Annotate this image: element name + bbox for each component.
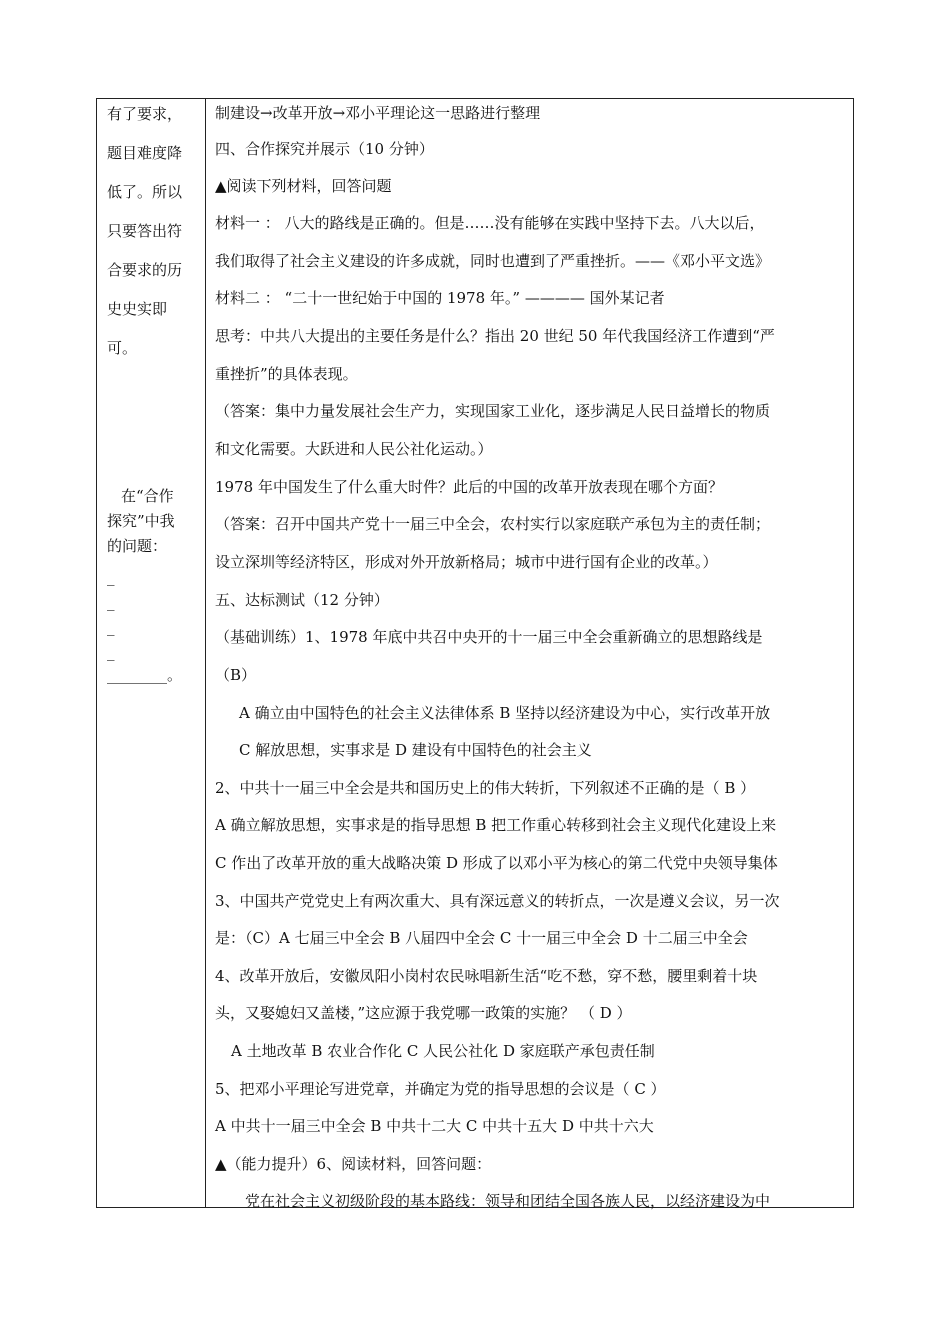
option-line: C 作出了改革开放的重大战略决策 D 形成了以邓小平为核心的第二代党中央领导集体: [215, 854, 778, 872]
note-line: 合要求的历: [107, 261, 183, 279]
lesson-table: [96, 98, 854, 1208]
option-line: A 确立解放思想，实事求是的指导思想 B 把工作重心转移到社会主义现代化建设上来: [215, 816, 777, 834]
note-line: 在“合作: [121, 487, 174, 505]
content-line: （答案：集中力量发展社会生产力，实现国家工业化，逐步满足人民日益增长的物质: [215, 402, 771, 420]
note-line: ________。: [107, 666, 183, 684]
option-line: A 土地改革 B 农业合作化 C 人民公社化 D 家庭联产承包责任制: [231, 1042, 655, 1060]
note-line: 低了。所以: [107, 183, 183, 201]
option-line: A 确立由中国特色的社会主义法律体系 B 坚持以经济建设为中心，实行改革开放: [239, 704, 771, 722]
content-line: 重挫折”的具体表现。: [215, 365, 358, 383]
option-line: A 中共十一届三中全会 B 中共十二大 C 中共十五大 D 中共十六大: [215, 1117, 654, 1135]
note-line: 的问题：: [107, 537, 168, 555]
content-line: 材料二 ： “二十一世纪始于中国的 1978 年。” ———— 国外某记者: [215, 289, 665, 307]
note-line: _: [107, 568, 115, 586]
question-line: 是：（C）A 七届三中全会 B 八届四中全会 C 十一届三中全会 D 十二届三中全会: [215, 929, 748, 947]
note-line: 可。: [107, 339, 138, 357]
content-line: 制建设→改革开放→邓小平理论这一思路进行整理: [215, 104, 541, 122]
content-line: 1978 年中国发生了什么重大时件？此后的中国的改革开放表现在哪个方面？: [215, 478, 723, 496]
content-line: （基础训练）1、1978 年底中共召中央开的十一届三中全会重新确立的思想路线是: [215, 628, 763, 646]
content-line: （答案：召开中国共产党十一届三中全会，农村实行以家庭联产承包为主的责任制；: [215, 515, 771, 533]
note-line: _: [107, 593, 115, 611]
content-line: 设立深圳等经济特区，形成对外开放新格局；城市中进行国有企业的改革。）: [215, 553, 718, 571]
question-line: 2、中共十一届三中全会是共和国历史上的伟大转折，下列叙述不正确的是（ B ）: [215, 779, 756, 797]
content-line: 思考：中共八大提出的主要任务是什么？指出 20 世纪 50 年代我国经济工作遭到“严: [215, 327, 775, 345]
option-line: C 解放思想，实事求是 D 建设有中国特色的社会主义: [239, 741, 592, 759]
question-line: 头，又娶媳妇又盖楼，”这应源于我党哪一政策的实施？ （ D ）: [215, 1004, 632, 1022]
question-line: 3、中国共产党党史上有两次重大、具有深远意义的转折点，一次是遵义会议，另一次: [215, 892, 780, 910]
note-line: 有了要求，: [107, 105, 183, 123]
note-line: 题目难度降: [107, 144, 183, 162]
section-heading: 四、合作探究并展示（10 分钟）: [215, 140, 434, 158]
content-line: 材料一 ： 八大的路线是正确的。但是……没有能够在实践中坚持下去。八大以后，: [215, 214, 765, 232]
note-line: _: [107, 643, 115, 661]
column-divider: [205, 99, 206, 1207]
content-line: ▲阅读下列材料，回答问题: [215, 177, 392, 195]
content-line: 和文化需要。大跃进和人民公社化运动。）: [215, 440, 493, 458]
question-line: ▲（能力提升）6、阅读材料，回答问题：: [215, 1155, 492, 1173]
note-line: 探究”中我: [107, 512, 175, 530]
content-line: 党在社会主义初级阶段的基本路线：领导和团结全国各族人民，以经济建设为中: [245, 1192, 771, 1210]
note-line: _: [107, 618, 115, 636]
content-line: （B）: [215, 666, 257, 684]
note-line: 史史实即: [107, 300, 168, 318]
note-line: 只要答出符: [107, 222, 183, 240]
content-line: 我们取得了社会主义建设的许多成就，同时也遭到了严重挫折。——《邓小平文选》: [215, 252, 771, 270]
section-heading: 五、达标测试（12 分钟）: [215, 591, 389, 609]
question-line: 4、改革开放后，安徽凤阳小岗村农民咏唱新生活“吃不愁，穿不愁，腰里剩着十块: [215, 967, 758, 985]
question-line: 5、把邓小平理论写进党章，并确定为党的指导思想的会议是（ C ）: [215, 1080, 666, 1098]
